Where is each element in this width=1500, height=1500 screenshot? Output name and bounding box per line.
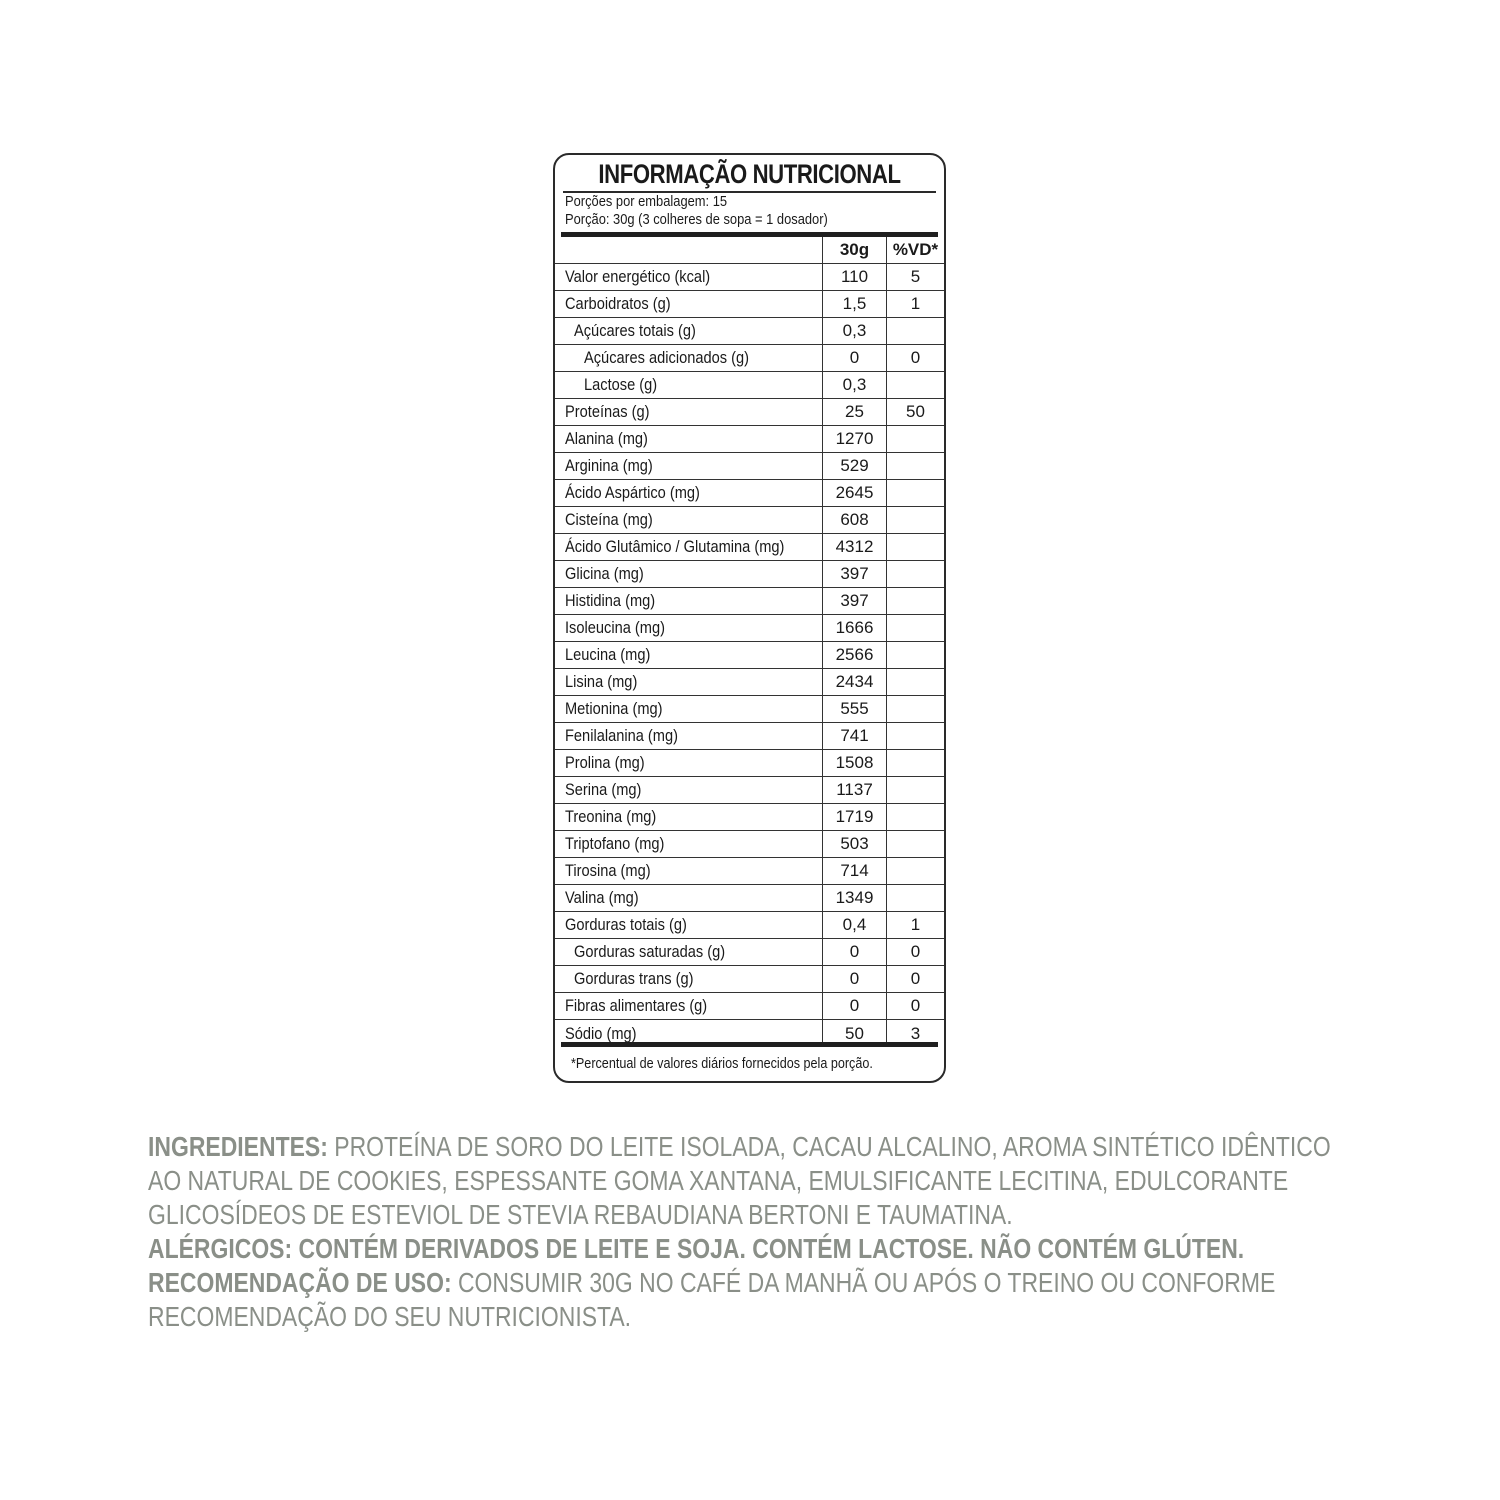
nutrient-daily-value [886,858,944,884]
nutrient-name: Histidina (mg) [565,591,656,610]
nutrient-quantity: 0 [822,966,886,992]
nutrient-quantity: 503 [822,831,886,857]
nutrient-name: Isoleucina (mg) [565,618,665,637]
allergens-text: ALÉRGICOS: CONTÉM DERIVADOS DE LEITE E SOJA. CONTÉM LACTOSE. NÃO CONTÉM GLÚTEN. [148,1233,1245,1264]
nutrient-name: Glicina (mg) [565,564,644,583]
nutrient-quantity: 0,3 [822,318,886,344]
nutrient-name: Carboidratos (g) [565,294,671,313]
nutrient-daily-value [886,750,944,776]
nutrient-quantity: 1270 [822,426,886,452]
nutrient-quantity: 25 [822,399,886,425]
table-row [555,588,944,615]
table-row [555,318,944,345]
nutrient-quantity: 1666 [822,615,886,641]
nutrient-name: Lisina (mg) [565,672,638,691]
table-row [555,534,944,561]
table-row [555,750,944,777]
table-row [555,426,944,453]
nutrient-name: Gorduras trans (g) [574,969,694,988]
table-row [555,777,944,804]
header-vd: %VD* [886,237,944,263]
table-row [555,966,944,993]
servings-per-package: Porções por embalagem: 15 [565,193,728,210]
table-row [555,723,944,750]
nutrient-daily-value [886,642,944,668]
nutrient-quantity: 529 [822,453,886,479]
nutrient-quantity: 50 [822,1020,886,1047]
nutrient-name: Gorduras saturadas (g) [574,942,726,961]
nutrient-name: Triptofano (mg) [565,834,665,853]
nutrient-quantity: 608 [822,507,886,533]
nutrient-quantity: 1349 [822,885,886,911]
nutrient-name: Sódio (mg) [565,1023,637,1043]
nutrient-name: Arginina (mg) [565,456,653,475]
table-row [555,885,944,912]
ingredients-paragraph [148,1130,1353,1232]
nutrient-name: Tirosina (mg) [565,861,651,880]
nutrient-quantity: 1,5 [822,291,886,317]
nutrient-daily-value [886,777,944,803]
nutrient-daily-value [886,534,944,560]
nutrient-quantity: 741 [822,723,886,749]
nutrient-daily-value: 1 [886,291,944,317]
nutrient-daily-value [886,480,944,506]
nutrient-quantity: 0 [822,993,886,1019]
nutrient-name: Leucina (mg) [565,645,651,664]
usage-label: RECOMENDAÇÃO DE USO: [148,1267,452,1298]
product-info-text [148,1130,1353,1334]
footer-divider [561,1042,938,1047]
nutrient-quantity: 714 [822,858,886,884]
nutrient-name: Açúcares totais (g) [574,321,696,340]
nutrient-quantity: 0 [822,345,886,371]
nutrient-name: Gorduras totais (g) [565,915,687,934]
nutrient-name: Proteínas (g) [565,402,650,421]
nutrition-facts-panel [553,153,946,1083]
nutrient-daily-value: 0 [886,966,944,992]
nutrient-quantity: 397 [822,588,886,614]
table-row [555,831,944,858]
usage-text: CONSUMIR 30G NO CAFÉ DA MANHÃ OU APÓS O TREINO OU CONFORME RECOMENDAÇÃO DO SEU NUTRICIONISTA. [148,1267,1276,1332]
nutrient-daily-value: 0 [886,939,944,965]
nutrient-daily-value [886,372,944,398]
nutrient-daily-value [886,831,944,857]
nutrient-quantity: 110 [822,264,886,290]
nutrient-name: Fenilalanina (mg) [565,726,678,745]
nutrient-daily-value: 5 [886,264,944,290]
table-row [555,939,944,966]
nutrient-name: Ácido Aspártico (mg) [565,483,700,502]
table-row [555,507,944,534]
nutrient-daily-value [886,426,944,452]
serving-size: Porção: 30g (3 colheres de sopa = 1 dosador) [565,211,828,228]
nutrient-quantity: 4312 [822,534,886,560]
table-header-row [555,237,944,264]
nutrient-daily-value: 1 [886,912,944,938]
nutrient-quantity: 0,4 [822,912,886,938]
nutrient-name: Ácido Glutâmico / Glutamina (mg) [565,537,785,556]
table-row [555,345,944,372]
nutrient-name: Prolina (mg) [565,753,645,772]
table-row [555,858,944,885]
nutrient-daily-value [886,453,944,479]
nutrient-name: Açúcares adicionados (g) [584,348,749,367]
table-row [555,291,944,318]
nutrient-daily-value [886,885,944,911]
nutrient-quantity: 397 [822,561,886,587]
nutrient-daily-value [886,696,944,722]
panel-title: INFORMAÇÃO NUTRICIONAL [598,159,901,189]
nutrient-name: Fibras alimentares (g) [565,996,708,1015]
nutrient-quantity: 2566 [822,642,886,668]
nutrient-name: Alanina (mg) [565,429,648,448]
nutrient-daily-value: 50 [886,399,944,425]
table-row [555,264,944,291]
table-row [555,804,944,831]
nutrient-name: Metionina (mg) [565,699,663,718]
usage-paragraph [148,1266,1353,1334]
nutrient-name: Treonina (mg) [565,807,657,826]
table-row [555,912,944,939]
nutrient-daily-value [886,804,944,830]
nutrient-daily-value [886,588,944,614]
nutrient-quantity: 0,3 [822,372,886,398]
table-row [555,993,944,1020]
nutrient-quantity: 2434 [822,669,886,695]
nutrient-quantity: 1719 [822,804,886,830]
ingredients-label: INGREDIENTES: [148,1131,328,1162]
nutrient-daily-value [886,318,944,344]
nutrient-name: Serina (mg) [565,780,642,799]
nutrient-daily-value [886,723,944,749]
nutrient-name: Valina (mg) [565,888,639,907]
nutrient-quantity: 1137 [822,777,886,803]
nutrient-daily-value [886,561,944,587]
nutrient-daily-value: 0 [886,993,944,1019]
table-row [555,669,944,696]
ingredients-text: PROTEÍNA DE SORO DO LEITE ISOLADA, CACAU ALCALINO, AROMA SINTÉTICO IDÊNTICO AO NATURAL DE COOKIES, ESPESSANTE GOMA XANTANA, EMULSIFICANTE LECITINA, EDULCORANTE GLICOSÍDEOS DE ESTEVIOL DE STEVIA REBAUDIANA BERTONI E TAUMATINA. [148,1131,1331,1230]
nutrient-name: Cisteína (mg) [565,510,653,529]
table-row [555,453,944,480]
table-row [555,696,944,723]
nutrient-daily-value [886,669,944,695]
header-qty: 30g [822,237,886,263]
table-row [555,480,944,507]
nutrient-quantity: 0 [822,939,886,965]
header-name [555,237,822,263]
table-row [555,615,944,642]
nutrient-daily-value [886,507,944,533]
table-row [555,561,944,588]
nutrient-quantity: 2645 [822,480,886,506]
footnote: *Percentual de valores diários fornecidos pela porção. [571,1055,873,1072]
table-row [555,399,944,426]
nutrient-daily-value: 0 [886,345,944,371]
nutrient-name: Valor energético (kcal) [565,267,711,286]
nutrient-quantity: 1508 [822,750,886,776]
table-row [555,372,944,399]
nutrient-daily-value: 3 [886,1020,944,1047]
nutrient-quantity: 555 [822,696,886,722]
nutrient-daily-value [886,615,944,641]
nutrient-name: Lactose (g) [584,375,658,394]
table-row [555,642,944,669]
